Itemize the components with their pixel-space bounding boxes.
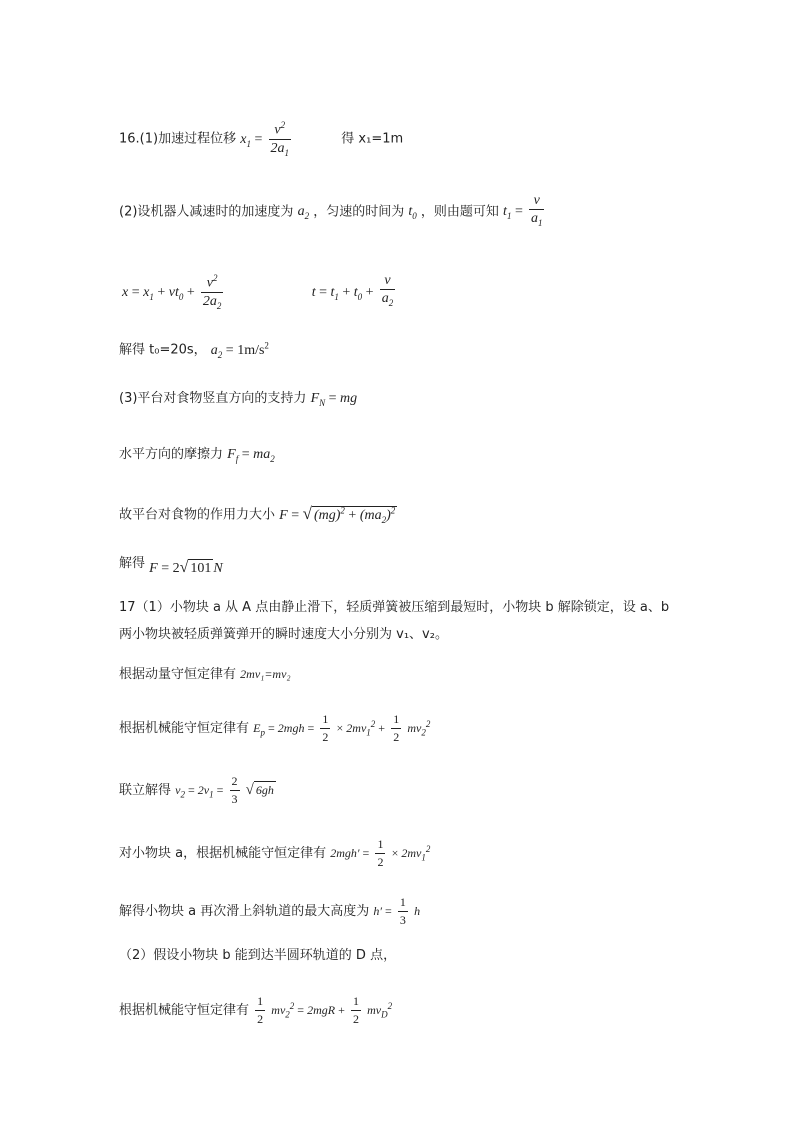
- q17-height-label: 解得小物块 a 再次滑上斜轨道的最大高度为: [119, 904, 370, 919]
- formula-f-result: F = 2√ 101 N: [149, 559, 223, 576]
- formula-2mgh-prime: 2mgh′ =: [330, 846, 370, 860]
- q16-part1-label: 16.(1)加速过程位移: [119, 131, 237, 147]
- fraction-half-d: $\frac{1}{2}$: [257, 994, 264, 1026]
- q16-part1: [119, 117, 403, 161]
- q16-part3-label: (3)平台对食物竖直方向的支持力: [119, 391, 307, 406]
- q16-part2: [119, 192, 546, 232]
- q17-momentum-eq: 2mv₁=mv₂: [240, 667, 291, 681]
- q16-final: [119, 553, 223, 574]
- formula-x1: $x_1$ =: [240, 131, 263, 149]
- q17-intro-line1: 17（1）小物块 a 从 A 点由静止滑下，轻质弹簧被压缩到最短时，小物块 b 解除锁定，设 a、b: [119, 600, 670, 615]
- q17-block-a-label: 对小物块 a，根据机械能守恒定律有: [119, 846, 327, 861]
- q17-combine: [119, 773, 276, 808]
- formula-ff: $F_f = ma_2$: [227, 447, 275, 464]
- formula-h-prime: h′ =: [373, 904, 392, 918]
- q16-equations: [122, 270, 397, 314]
- formula-ep-term2: $mv_2^2$: [407, 719, 431, 738]
- fraction-v-over-a1: $\frac{v}{a_1}$: [530, 193, 543, 228]
- q17-energy2: [119, 993, 392, 1028]
- q17-energy: [119, 711, 430, 746]
- fraction-v-over-a2: $\frac{v}{a_2}$: [381, 273, 394, 309]
- formula-t1: $t_1$ =: [503, 204, 523, 222]
- q16-solve-label: 解得 t₀=20s，: [119, 342, 207, 358]
- formula-energy2-lhs: $mv_2^2 = 2mgR$ +: [271, 1001, 345, 1020]
- fraction-half-c: $\frac{1}{2}$: [377, 837, 384, 869]
- q17-momentum: [119, 664, 291, 685]
- q16-part2-tail: ，则由题可知: [420, 204, 499, 220]
- fraction-two-thirds: $\frac{2}{3}$: [231, 774, 238, 806]
- fraction-v2-over-2a1: $\frac{v^2}{2a_1}$: [269, 117, 292, 161]
- q17-momentum-label: 根据动量守恒定律有: [119, 667, 237, 682]
- symbol-a2: $a_2$: [297, 204, 310, 222]
- formula-f-sqrt: F = √ $(mg)^2 + (ma_2)^2$: [279, 503, 396, 525]
- q16-force-label: 故平台对食物的作用力大小: [119, 507, 276, 523]
- formula-t-total: $t = t_1 + t_0$ +: [311, 284, 374, 302]
- formula-x-total: $x = x_1 + vt_0$ +: [122, 284, 195, 302]
- formula-energy2-rhs: $mv_D^2$: [367, 1001, 393, 1020]
- q17-height: [119, 894, 420, 929]
- q16-solve: [119, 335, 269, 364]
- symbol-t0: $t_0$: [408, 204, 417, 222]
- q17-energy2-label: 根据机械能守恒定律有: [119, 1003, 250, 1018]
- q16-part1-result: 得 x₁=1m: [341, 131, 404, 147]
- q16-force: [119, 500, 397, 529]
- q16-part2-mid: ，匀速的时间为: [313, 204, 405, 220]
- q17-block-a: [119, 836, 430, 871]
- formula-ep-term1: × $2mv_1^2$ +: [336, 719, 386, 738]
- q16-part2-text: (2)设机器人减速时的加速度为: [119, 204, 294, 220]
- fraction-half-a: $\frac{1}{2}$: [322, 712, 329, 744]
- symbol-h: h: [414, 904, 421, 918]
- formula-2mv1-squared: × $2mv_1^2$: [391, 844, 431, 863]
- fraction-v2-over-2a2: $\frac{v^2}{2a_2}$: [201, 270, 224, 314]
- q17-part2: （2）假设小物块 b 能到达半圆环轨道的 D 点，: [119, 948, 397, 963]
- q16-final-label: 解得: [119, 556, 146, 571]
- formula-fn: $F_N$ = mg: [310, 391, 358, 408]
- fraction-half-e: $\frac{1}{2}$: [353, 994, 359, 1026]
- q16-part3: [119, 389, 357, 413]
- fraction-half-b: $\frac{1}{2}$: [393, 712, 400, 744]
- q17-energy-label: 根据机械能守恒定律有: [119, 721, 250, 736]
- formula-sqrt-6gh: √ 6gh: [245, 782, 274, 798]
- q17-intro-line2: 两小物块被轻质弹簧弹开的瞬时速度大小分别为 v₁、v₂。: [119, 627, 448, 642]
- formula-v2: $v_2 = 2v_1$ =: [175, 783, 224, 800]
- formula-ep: $E_p = 2mgh$ =: [253, 721, 315, 738]
- q17-combine-label: 联立解得: [119, 783, 172, 798]
- fraction-one-third: $\frac{1}{3}$: [399, 895, 406, 927]
- formula-a2-value: $a_2 = 1m/s^2$: [210, 340, 269, 360]
- q16-friction-label: 水平方向的摩擦力: [119, 447, 224, 462]
- q16-friction: [119, 445, 275, 469]
